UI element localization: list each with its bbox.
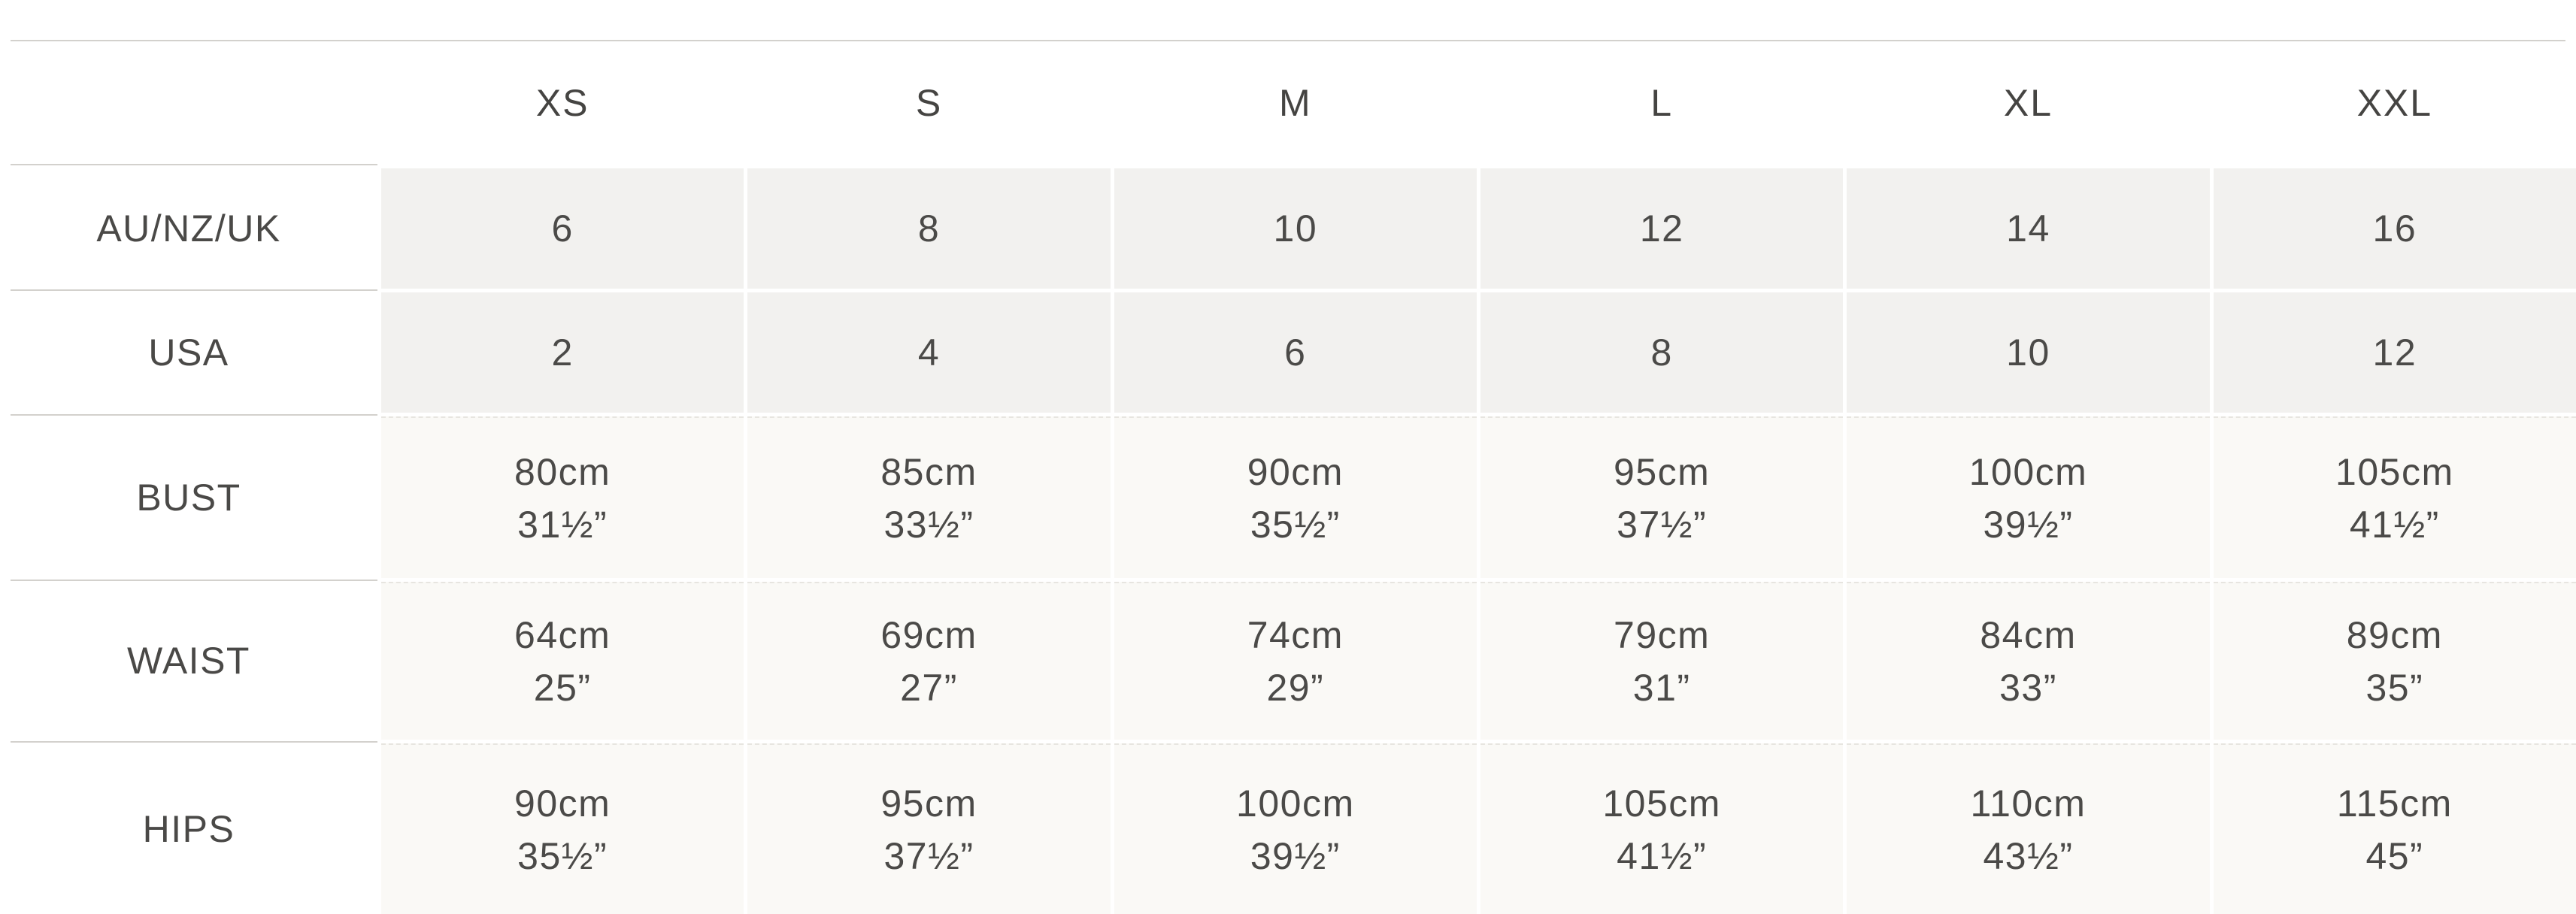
measurement-cell: [1847, 743, 2209, 914]
cell-value: 8: [1650, 331, 1673, 374]
size-cell: [381, 292, 744, 413]
row-label: [0, 743, 377, 914]
cell-value: 90cm: [1247, 450, 1344, 493]
size-cell: [1847, 292, 2209, 413]
measurement-cell: [1480, 416, 1843, 578]
row-label-text: HIPS: [142, 807, 235, 850]
size-cell: [1847, 168, 2209, 289]
size-cell: [1480, 168, 1843, 289]
cell-value: 115cm: [2336, 782, 2453, 825]
cell-value: 12: [1639, 207, 1684, 250]
size-col-header-label: M: [1279, 82, 1312, 124]
cell-value: 80cm: [514, 450, 611, 493]
table-row-hips: [0, 743, 2576, 914]
size-col-header-xs: [381, 41, 744, 165]
row-label-text: WAIST: [127, 640, 250, 682]
row-label-text: BUST: [136, 476, 241, 519]
measurement-cell: [1114, 743, 1477, 914]
measurement-cell: [381, 743, 744, 914]
cell-value: 33½”: [883, 503, 974, 546]
cell-value: 25”: [533, 667, 592, 709]
cell-value: 35½”: [1250, 503, 1341, 546]
size-col-header-xl: [1847, 41, 2209, 165]
cell-value: 84cm: [1980, 614, 2077, 656]
row-label: [0, 416, 377, 578]
row-label: [0, 582, 377, 740]
measurement-cell: [747, 416, 1110, 578]
cell-value: 27”: [900, 667, 958, 709]
cell-value: 37½”: [1617, 503, 1708, 546]
cell-value: 43½”: [1983, 834, 2074, 877]
cell-value: 35½”: [517, 834, 608, 877]
size-cell: [1114, 168, 1477, 289]
measurement-cell: [2214, 743, 2576, 914]
row-label: [0, 292, 377, 413]
cell-value: 105cm: [2335, 450, 2454, 493]
cell-value: 31½”: [517, 503, 608, 546]
cell-value: 105cm: [1602, 782, 1721, 825]
size-cell: [1114, 292, 1477, 413]
cell-value: 39½”: [1250, 834, 1341, 877]
size-col-header-label: L: [1650, 82, 1674, 124]
size-col-header-s: [747, 41, 1110, 165]
cell-value: 10: [2006, 331, 2050, 374]
size-col-header-m: [1114, 41, 1477, 165]
size-cell: [1480, 292, 1843, 413]
size-cell: [2214, 168, 2576, 289]
measurement-cell: [1480, 582, 1843, 740]
measurement-cell: [747, 743, 1110, 914]
size-cell: [2214, 292, 2576, 413]
cell-value: 8: [917, 207, 941, 250]
table-row-waist: [0, 582, 2576, 740]
cell-value: 6: [1284, 331, 1307, 374]
cell-value: 100cm: [1236, 782, 1355, 825]
table-row-bust: [0, 416, 2576, 578]
cell-value: 35”: [2365, 667, 2424, 709]
cell-value: 95cm: [1614, 450, 1711, 493]
size-col-header-xxl: [2214, 41, 2576, 165]
size-col-header-label: XL: [2003, 82, 2053, 124]
cell-value: 89cm: [2346, 614, 2443, 656]
cell-value: 16: [2372, 207, 2417, 250]
cell-value: 4: [917, 331, 941, 374]
cell-value: 2: [551, 331, 574, 374]
corner-cell: [0, 41, 377, 165]
measurement-cell: [381, 416, 744, 578]
cell-value: 45”: [2365, 834, 2424, 877]
cell-value: 12: [2372, 331, 2417, 374]
cell-value: 85cm: [880, 450, 977, 493]
measurement-cell: [1847, 416, 2209, 578]
cell-value: 74cm: [1247, 614, 1344, 656]
cell-value: 37½”: [883, 834, 974, 877]
cell-value: 95cm: [880, 782, 977, 825]
cell-value: 41½”: [1617, 834, 1708, 877]
measurement-cell: [2214, 582, 2576, 740]
cell-value: 110cm: [1970, 782, 2087, 825]
size-col-header-label: S: [915, 82, 943, 124]
cell-value: 10: [1273, 207, 1318, 250]
size-col-header-l: [1480, 41, 1843, 165]
cell-value: 79cm: [1614, 614, 1711, 656]
cell-value: 41½”: [2349, 503, 2440, 546]
measurement-cell: [1114, 582, 1477, 740]
cell-value: 90cm: [514, 782, 611, 825]
measurement-cell: [1480, 743, 1843, 914]
row-label-text: USA: [148, 331, 229, 374]
cell-value: 31”: [1632, 667, 1691, 709]
row-label-text: AU/NZ/UK: [96, 207, 281, 250]
cell-value: 6: [551, 207, 574, 250]
size-col-header-label: XXL: [2356, 82, 2433, 124]
size-cell: [747, 292, 1110, 413]
cell-value: 29”: [1266, 667, 1325, 709]
cell-value: 100cm: [1968, 450, 2088, 493]
size-cell: [381, 168, 744, 289]
row-label: [0, 168, 377, 289]
table-row-au-nz-uk: [0, 168, 2576, 289]
cell-value: 64cm: [514, 614, 611, 656]
cell-value: 33”: [1999, 667, 2057, 709]
cell-value: 69cm: [880, 614, 977, 656]
measurement-cell: [1114, 416, 1477, 578]
header-row: [0, 41, 2576, 165]
size-col-header-label: XS: [535, 82, 589, 124]
table-row-usa: [0, 292, 2576, 413]
cell-value: 39½”: [1983, 503, 2074, 546]
size-table: [0, 41, 2576, 914]
measurement-cell: [747, 582, 1110, 740]
cell-value: 14: [2006, 207, 2050, 250]
measurement-cell: [2214, 416, 2576, 578]
measurement-cell: [381, 582, 744, 740]
size-cell: [747, 168, 1110, 289]
measurement-cell: [1847, 582, 2209, 740]
